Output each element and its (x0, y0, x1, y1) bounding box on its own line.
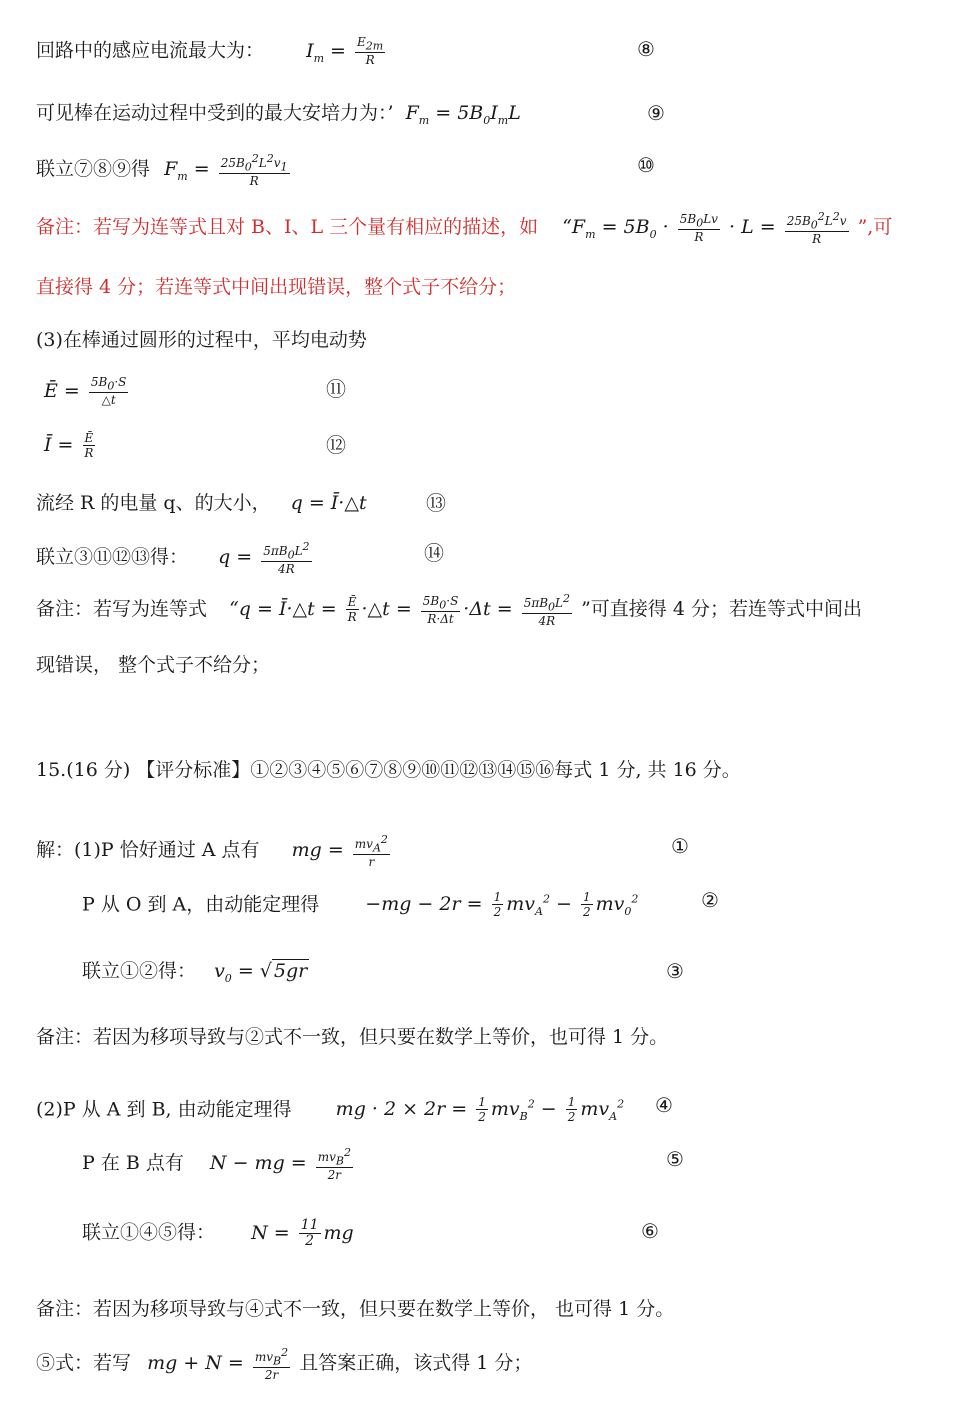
solution-text-6: 联立①④⑤得： (82, 1221, 216, 1244)
solution-text-2: P 从 O 到 A，由动能定理得 (82, 893, 320, 916)
formula-q-result: q = $\frac{5\pi B_0L^2}{4R}$ (218, 540, 310, 577)
solution-line-3 (82, 958, 309, 992)
combine-text-1: 联立⑦⑧⑨得 (36, 158, 151, 181)
combine-text-2: 联立③⑪⑫⑬得： (36, 546, 189, 569)
equation-number-10: ⑩ (637, 153, 655, 177)
equation-number-c2: ② (701, 888, 719, 912)
remark-text-d: 且答案正确，该式得 1 分； (299, 1352, 533, 1375)
induced-current-text: 回路中的感应电流最大为： (36, 39, 265, 62)
equation-number-c4: ④ (655, 1093, 673, 1117)
equation-number-c1: ① (671, 834, 689, 858)
remark-red-line-2: 直接得 4 分；若连等式中间出现错误，整个式子不给分； (36, 276, 517, 298)
question-15-header: 15.(16 分) 【评分标准】①②③④⑤⑥⑦⑧⑨⑩⑪⑫⑬⑭⑮⑯每式 1 分, 共 16 分。 (36, 759, 741, 781)
solution-text-3: 联立①②得： (82, 960, 197, 982)
formula-v0: $v_0$ = √ 5gr (214, 960, 308, 985)
max-force-text: 可见棒在运动过程中受到的最大安培力为：’ (36, 102, 394, 124)
equation-number-c3: ③ (666, 959, 684, 983)
solution-text-5: P 在 B 点有 (82, 1152, 184, 1175)
equation-number-9: ⑨ (647, 101, 665, 125)
remark-text-b: ”可直接得 4 分；若连等式中间出 (581, 598, 862, 621)
formula-fm-result: $F_m$ = $\frac{25B_0^2L^2v_1}{R}$ (164, 152, 288, 189)
formula-avg-current: Ī = $\frac{Ē}{R}$ (44, 431, 94, 460)
remark-text-a: 备注：若写为连等式 (36, 598, 208, 621)
text-line-combine-2 (36, 540, 315, 576)
remark-line-3 (36, 592, 862, 628)
equation-number-11: ⑪ (326, 377, 346, 401)
remark-red-line-1 (36, 210, 892, 248)
solution-line-4 (36, 1092, 624, 1130)
remark-red-text-b: ”,可 (857, 216, 893, 239)
text-line-3 (36, 152, 293, 190)
formula-mg: mg = $mv_A^2$ r (291, 833, 388, 870)
solution-line-5 (82, 1146, 356, 1182)
solution-line-2 (82, 887, 638, 925)
solution-line-1 (36, 833, 393, 869)
equation-number-c6: ⑥ (641, 1219, 659, 1243)
formula-im: $I_m$ = $\frac{E_{2m}}{R}$ (306, 35, 384, 68)
remark-line-7 (36, 1346, 532, 1382)
equation-number-12: ⑫ (326, 433, 346, 457)
equation-number-14: ⑭ (424, 541, 444, 565)
formula-alt: mg + N = $mv_B^2$ 2r (147, 1346, 289, 1383)
formula-n-result: N = $\frac{11}{2}$ mg (251, 1217, 354, 1249)
text-line-charge (36, 490, 367, 516)
charge-text: 流经 R 的电量 q、的大小， (36, 492, 271, 514)
solution-line-6 (82, 1218, 354, 1249)
equation-number-13: ⑬ (426, 491, 446, 515)
formula-fm: $F_m = 5B_0I_mL$ (405, 102, 521, 127)
formula-energy-2: mg · 2 × 2r = $\frac{1}{2}$ $mv_B^2$ − $\frac{1}{2}$ $mv_A^2$ (335, 1095, 625, 1125)
formula-energy-1: −mg − 2r = $\frac{1}{2}$ $mv_A^2$ − $\frac{1}{2}$ $mv_0^2$ (365, 890, 639, 920)
text-line-2 (36, 100, 521, 134)
part3-intro: (3)在棒通过圆形的过程中，平均电动势 (36, 329, 367, 351)
remark-red-text-a: 备注：若写为连等式且对 B、I、L 三个量有相应的描述，如 (36, 216, 539, 239)
remark-line-5: 备注：若因为移项导致与②式不一致，但只要在数学上等价，也可得 1 分。 (36, 1026, 669, 1048)
formula-avg-emf: Ē = $\frac{5B_0\cdot S}{\triangle t}$ (44, 375, 127, 408)
formula-chain-force: “$F_m = 5B_0$ · $\frac{5B_0Lv}{R}$ · L = $\frac{25B_0^2L^2v}{R}$ (562, 210, 847, 247)
formula-chain-charge: “q = Ī·△t = $\frac{Ē}{R}$ ·△t = $\frac{5B_0\cdot S}{R\cdot\Delta t}$ ·Δt = $\frac{5\pi B_0L^2}{4R}$ (229, 592, 571, 629)
remark-text-c: ⑤式：若写 (36, 1352, 132, 1375)
solution-text-1: 解：(1)P 恰好通过 A 点有 (36, 839, 260, 862)
text-line-1 (36, 36, 388, 72)
solution-text-4: (2)P 从 A 到 B, 由动能定理得 (36, 1098, 292, 1121)
equation-number-8: ⑧ (637, 37, 655, 61)
formula-normal: N − mg = $mv_B^2$ 2r (209, 1146, 351, 1183)
formula-q: q = Ī·△t (290, 492, 367, 514)
remark-line-6: 备注：若因为移项导致与④式不一致，但只要在数学上等价， 也可得 1 分。 (36, 1298, 675, 1320)
equation-number-c5: ⑤ (666, 1147, 684, 1171)
remark-line-4: 现错误， 整个式子不给分； (36, 654, 271, 676)
